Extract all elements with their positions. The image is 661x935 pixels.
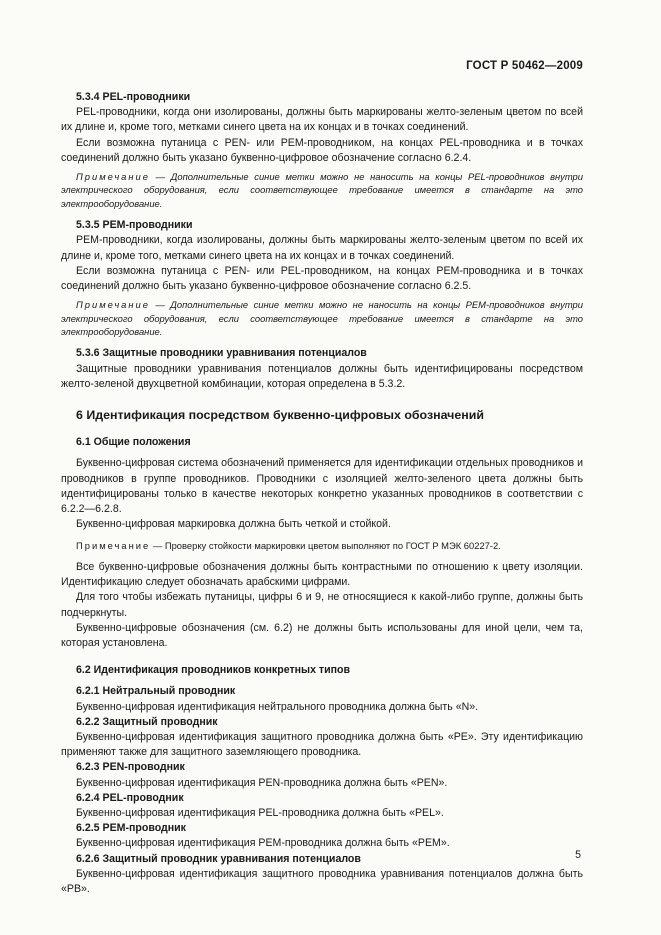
paragraph: Защитные проводники уравнивания потенциалов должны быть идентифицированы посредством желто-зеленой двухцветной комбинации, которая определена в 5.3.2.: [61, 362, 583, 390]
note-label: Примечание: [76, 171, 150, 183]
item-6-2-6-title: 6.2.6 Защитный проводник уравнивания потенциалов: [76, 852, 361, 865]
note-label: Примечание: [76, 299, 150, 311]
note: [61, 170, 583, 210]
paragraph: Для того чтобы избежать путаницы, цифры 6 и 9, не относящиеся к какой-либо группе, должны быть подчеркнуты.: [61, 591, 583, 619]
standard-code: ГОСТ Р 50462—2009: [466, 60, 583, 72]
subsection-5-3-4-title: 5.3.4 PEL-проводники: [76, 91, 191, 103]
item-6-2-2-title: 6.2.2 Защитный проводник: [76, 715, 218, 728]
paragraph: Буквенно-цифровые обозначения (см. 6.2) не должны быть использованы для иной цели, чем та, которая установлена.: [61, 621, 583, 649]
note-text: — Дополнительные синие метки можно не наносить на концы PEM-проводников внутри электрического оборудования, если соответствующее требование имеется в стандарте на это электрооборудование.: [61, 299, 583, 338]
item-6-2-6-text: Буквенно-цифровая идентификация защитного проводника уравнивания потенциалов должна быть «PB».: [61, 867, 583, 895]
item-6-2-4-text: Буквенно-цифровая идентификация PEL-проводника должна быть «PEL».: [76, 806, 444, 819]
paragraph: PEM-проводники, когда изолированы, должны быть маркированы желто-зеленым цветом по всей их длине и, кроме того, метками синего цвета на их концах и в точках соединений.: [61, 234, 583, 262]
note: [61, 539, 583, 552]
section-6-title: 6 Идентификация посредством буквенно-цифровых обозначений: [76, 408, 484, 423]
note-label: Примечание: [76, 539, 151, 551]
paragraph: Все буквенно-цифровые обозначения должны быть контрастными по отношению к цвету изоляции. Идентификацию следует обозначать арабскими цифрами.: [61, 560, 583, 589]
item-6-2-1-title: 6.2.1 Нейтральный проводник: [76, 685, 236, 698]
paragraph: Буквенно-цифровая система обозначений применяется для идентификации отдельных проводников и проводников в группе проводников. Проводники с изоляцией желто-зеленого цвета должны быть идентифицированы только в качестве некоторых конкретно указанных проводников в соответствии с 6.2.2—6.2.8.: [61, 457, 583, 516]
subsection-6-2-title: 6.2 Идентификация проводников конкретных типов: [76, 664, 351, 677]
item-6-2-1-text: Буквенно-цифровая идентификация нейтрального проводника должна быть «N».: [76, 700, 479, 713]
note-text: — Проверку стойкости маркировки цветом выполняют по ГОСТ Р МЭК 60227-2.: [150, 539, 501, 551]
note-text: — Дополнительные синие метки можно не наносить на концы PEL-проводников внутри электрического оборудования, если соответствующее требование имеется в стандарте на это электрооборудование.: [61, 171, 583, 209]
subsection-5-3-5-title: 5.3.5 PEM-проводники: [76, 219, 193, 232]
paragraph: Если возможна путаница с PEN- или PEM-проводником, на концах PEL-проводника и в точках соединений должно быть указано буквенно-цифровое обозначение согласно 6.2.4.: [61, 136, 583, 164]
item-6-2-3-title: 6.2.3 PEN-проводник: [76, 761, 185, 774]
subsection-6-1-title: 6.1 Общие положения: [76, 436, 191, 449]
item-6-2-5-text: Буквенно-цифровая идентификация PEM-проводника должна быть «PEM».: [76, 837, 450, 850]
item-6-2-2-text: Буквенно-цифровая идентификация защитного проводника должна быть «PE». Эту идентификацию применяют также для защитного заземляющего проводника.: [61, 730, 583, 759]
item-6-2-4-title: 6.2.4 PEL-проводник: [76, 791, 184, 804]
subsection-5-3-6-title: 5.3.6 Защитные проводники уравнивания потенциалов: [76, 347, 367, 360]
document-body: [61, 90, 583, 897]
item-6-2-5-title: 6.2.5 PEM-проводник: [76, 822, 186, 835]
paragraph: Если возможна путаница с PEN- или PEL-проводником, на концах PEM-проводника и в точках соединений должно быть указано буквенно-цифровое обозначение согласно 6.2.5.: [61, 264, 583, 293]
page-number: 5: [575, 849, 581, 861]
paragraph: PEL-проводники, когда они изолированы, должны быть маркированы желто-зеленым цветом по всей их длине и, кроме того, метками синего цвета на их концах и в точках соединений.: [61, 106, 583, 134]
paragraph: Буквенно-цифровая маркировка должна быть четкой и стойкой.: [76, 518, 391, 531]
note: [61, 298, 583, 338]
item-6-2-3-text: Буквенно-цифровая идентификация PEN-проводника должна быть «PEN».: [76, 776, 448, 789]
